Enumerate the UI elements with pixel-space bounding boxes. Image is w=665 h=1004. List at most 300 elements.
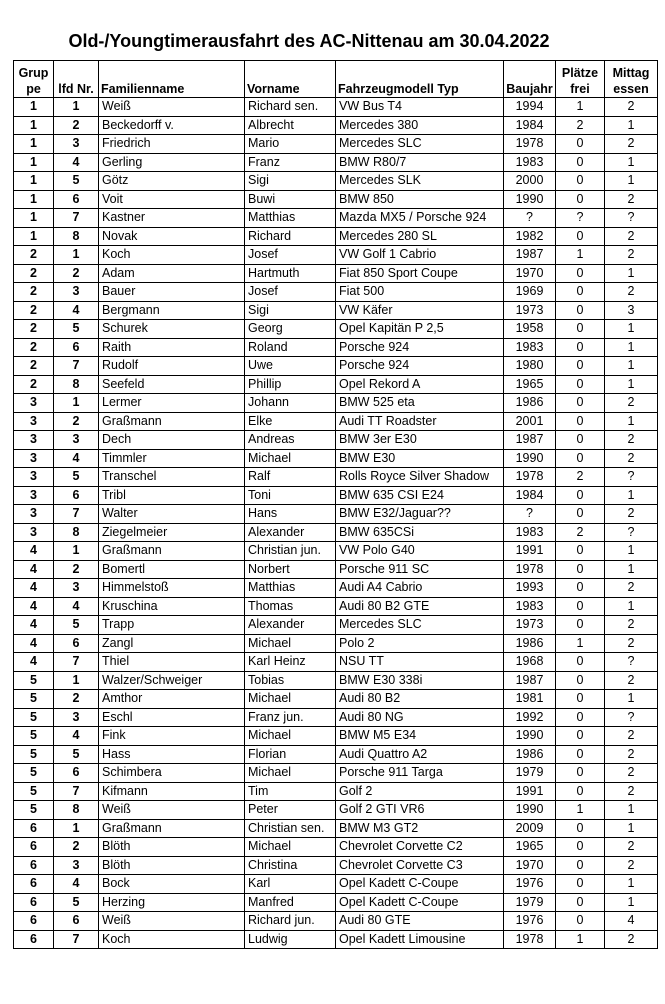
familienname-cell: Walzer/Schweiger bbox=[99, 671, 245, 690]
plaetze-frei-cell: 0 bbox=[556, 597, 605, 616]
gruppe-cell: 2 bbox=[14, 246, 54, 265]
gruppe-cell: 2 bbox=[14, 283, 54, 302]
familienname-cell: Lermer bbox=[99, 394, 245, 413]
familienname-cell: Kruschina bbox=[99, 597, 245, 616]
lfd-nr-cell: 3 bbox=[54, 579, 99, 598]
mittagessen-cell: 1 bbox=[605, 690, 658, 709]
plaetze-frei-cell: 0 bbox=[556, 838, 605, 857]
gruppe-cell: 3 bbox=[14, 486, 54, 505]
lfd-nr-cell: 3 bbox=[54, 856, 99, 875]
lfd-nr-cell: 4 bbox=[54, 727, 99, 746]
vorname-cell: Michael bbox=[245, 634, 336, 653]
baujahr-cell: 1991 bbox=[504, 542, 556, 561]
vorname-cell: Michael bbox=[245, 838, 336, 857]
baujahr-cell: 1973 bbox=[504, 616, 556, 635]
baujahr-cell: 1987 bbox=[504, 671, 556, 690]
plaetze-frei-cell: 0 bbox=[556, 819, 605, 838]
mittagessen-cell: 1 bbox=[605, 486, 658, 505]
plaetze-frei-cell: 1 bbox=[556, 246, 605, 265]
table-row bbox=[14, 375, 658, 394]
fahrzeugmodell-cell: Audi Quattro A2 bbox=[336, 745, 504, 764]
gruppe-cell: 2 bbox=[14, 264, 54, 283]
mittagessen-cell: 1 bbox=[605, 597, 658, 616]
gruppe-cell: 1 bbox=[14, 135, 54, 154]
familienname-cell: Koch bbox=[99, 246, 245, 265]
table-row bbox=[14, 357, 658, 376]
gruppe-cell: 3 bbox=[14, 412, 54, 431]
gruppe-cell: 3 bbox=[14, 505, 54, 524]
vorname-cell: Josef bbox=[245, 246, 336, 265]
table-row bbox=[14, 246, 658, 265]
familienname-cell: Transchel bbox=[99, 468, 245, 487]
gruppe-cell: 6 bbox=[14, 930, 54, 949]
table-row bbox=[14, 653, 658, 672]
fahrzeugmodell-cell: VW Bus T4 bbox=[336, 98, 504, 117]
plaetze-frei-cell: 0 bbox=[556, 338, 605, 357]
gruppe-cell: 1 bbox=[14, 98, 54, 117]
gruppe-cell: 5 bbox=[14, 727, 54, 746]
lfd-nr-cell: 6 bbox=[54, 634, 99, 653]
baujahr-cell: 1979 bbox=[504, 764, 556, 783]
familienname-cell: Amthor bbox=[99, 690, 245, 709]
plaetze-frei-cell: 0 bbox=[556, 357, 605, 376]
gruppe-cell: 4 bbox=[14, 560, 54, 579]
plaetze-frei-cell: 0 bbox=[556, 912, 605, 931]
baujahr-cell: 1965 bbox=[504, 838, 556, 857]
mittagessen-cell: 2 bbox=[605, 190, 658, 209]
table-row bbox=[14, 301, 658, 320]
plaetze-frei-cell: 0 bbox=[556, 764, 605, 783]
baujahr-cell: 1986 bbox=[504, 394, 556, 413]
table-row bbox=[14, 597, 658, 616]
vorname-cell: Josef bbox=[245, 283, 336, 302]
table-row bbox=[14, 671, 658, 690]
fahrzeugmodell-cell: Mercedes SLC bbox=[336, 616, 504, 635]
vorname-cell: Hans bbox=[245, 505, 336, 524]
vorname-cell: Richard jun. bbox=[245, 912, 336, 931]
fahrzeugmodell-cell: Fiat 850 Sport Coupe bbox=[336, 264, 504, 283]
lfd-nr-cell: 2 bbox=[54, 838, 99, 857]
header-plaetze-frei: Plätze frei bbox=[556, 61, 605, 98]
lfd-nr-cell: 6 bbox=[54, 912, 99, 931]
plaetze-frei-cell: 0 bbox=[556, 745, 605, 764]
fahrzeugmodell-cell: Opel Kadett C-Coupe bbox=[336, 893, 504, 912]
baujahr-cell: 1990 bbox=[504, 190, 556, 209]
table-row bbox=[14, 264, 658, 283]
plaetze-frei-cell: 0 bbox=[556, 301, 605, 320]
table-row bbox=[14, 930, 658, 949]
mittagessen-cell: 2 bbox=[605, 449, 658, 468]
fahrzeugmodell-cell: BMW 635 CSI E24 bbox=[336, 486, 504, 505]
fahrzeugmodell-cell: BMW E30 338i bbox=[336, 671, 504, 690]
vorname-cell: Christian sen. bbox=[245, 819, 336, 838]
lfd-nr-cell: 7 bbox=[54, 930, 99, 949]
table-body bbox=[14, 98, 658, 949]
mittagessen-cell: 1 bbox=[605, 893, 658, 912]
gruppe-cell: 2 bbox=[14, 320, 54, 339]
vorname-cell: Michael bbox=[245, 449, 336, 468]
mittagessen-cell: 2 bbox=[605, 431, 658, 450]
table-row bbox=[14, 875, 658, 894]
vorname-cell: Georg bbox=[245, 320, 336, 339]
table-row bbox=[14, 486, 658, 505]
lfd-nr-cell: 7 bbox=[54, 653, 99, 672]
mittagessen-cell: ? bbox=[605, 468, 658, 487]
vorname-cell: Richard sen. bbox=[245, 98, 336, 117]
gruppe-cell: 4 bbox=[14, 634, 54, 653]
familienname-cell: Schurek bbox=[99, 320, 245, 339]
table-row bbox=[14, 634, 658, 653]
familienname-cell: Schimbera bbox=[99, 764, 245, 783]
familienname-cell: Novak bbox=[99, 227, 245, 246]
gruppe-cell: 2 bbox=[14, 357, 54, 376]
baujahr-cell: 1983 bbox=[504, 523, 556, 542]
lfd-nr-cell: 8 bbox=[54, 375, 99, 394]
plaetze-frei-cell: 0 bbox=[556, 264, 605, 283]
header-lfd-nr: lfd Nr. bbox=[54, 61, 99, 98]
lfd-nr-cell: 5 bbox=[54, 616, 99, 635]
vorname-cell: Johann bbox=[245, 394, 336, 413]
gruppe-cell: 5 bbox=[14, 708, 54, 727]
plaetze-frei-cell: 0 bbox=[556, 449, 605, 468]
gruppe-cell: 2 bbox=[14, 338, 54, 357]
familienname-cell: Weiß bbox=[99, 912, 245, 931]
baujahr-cell: 1992 bbox=[504, 708, 556, 727]
table-row bbox=[14, 172, 658, 191]
mittagessen-cell: 1 bbox=[605, 320, 658, 339]
table-row bbox=[14, 431, 658, 450]
gruppe-cell: 5 bbox=[14, 801, 54, 820]
table-row bbox=[14, 338, 658, 357]
baujahr-cell: 1978 bbox=[504, 560, 556, 579]
familienname-cell: Graßmann bbox=[99, 412, 245, 431]
vorname-cell: Sigi bbox=[245, 172, 336, 191]
mittagessen-cell: 2 bbox=[605, 283, 658, 302]
lfd-nr-cell: 4 bbox=[54, 153, 99, 172]
mittagessen-cell: 2 bbox=[605, 727, 658, 746]
plaetze-frei-cell: 0 bbox=[556, 190, 605, 209]
baujahr-cell: 1994 bbox=[504, 98, 556, 117]
mittagessen-cell: 2 bbox=[605, 246, 658, 265]
familienname-cell: Trapp bbox=[99, 616, 245, 635]
baujahr-cell: 1978 bbox=[504, 930, 556, 949]
familienname-cell: Voit bbox=[99, 190, 245, 209]
vorname-cell: Thomas bbox=[245, 597, 336, 616]
plaetze-frei-cell: 0 bbox=[556, 412, 605, 431]
plaetze-frei-cell: 0 bbox=[556, 579, 605, 598]
mittagessen-cell: 3 bbox=[605, 301, 658, 320]
plaetze-frei-cell: 0 bbox=[556, 727, 605, 746]
table-row bbox=[14, 153, 658, 172]
plaetze-frei-cell: 1 bbox=[556, 634, 605, 653]
mittagessen-cell: 1 bbox=[605, 542, 658, 561]
plaetze-frei-cell: 0 bbox=[556, 690, 605, 709]
plaetze-frei-cell: 0 bbox=[556, 856, 605, 875]
table-row bbox=[14, 912, 658, 931]
lfd-nr-cell: 4 bbox=[54, 301, 99, 320]
baujahr-cell: 1968 bbox=[504, 653, 556, 672]
gruppe-cell: 4 bbox=[14, 616, 54, 635]
mittagessen-cell: 1 bbox=[605, 819, 658, 838]
table-row bbox=[14, 227, 658, 246]
lfd-nr-cell: 3 bbox=[54, 283, 99, 302]
table-row bbox=[14, 505, 658, 524]
familienname-cell: Hass bbox=[99, 745, 245, 764]
fahrzeugmodell-cell: Chevrolet Corvette C3 bbox=[336, 856, 504, 875]
gruppe-cell: 3 bbox=[14, 468, 54, 487]
participants-table bbox=[13, 60, 658, 949]
table-row bbox=[14, 135, 658, 154]
familienname-cell: Bergmann bbox=[99, 301, 245, 320]
familienname-cell: Graßmann bbox=[99, 819, 245, 838]
gruppe-cell: 5 bbox=[14, 782, 54, 801]
fahrzeugmodell-cell: Rolls Royce Silver Shadow bbox=[336, 468, 504, 487]
lfd-nr-cell: 6 bbox=[54, 486, 99, 505]
baujahr-cell: 1984 bbox=[504, 486, 556, 505]
baujahr-cell: 1984 bbox=[504, 116, 556, 135]
mittagessen-cell: 1 bbox=[605, 375, 658, 394]
page-title: Old-/Youngtimerausfahrt des AC-Nittenau am 30.04.2022 bbox=[68, 31, 550, 51]
table-row bbox=[14, 320, 658, 339]
gruppe-cell: 3 bbox=[14, 449, 54, 468]
gruppe-cell: 6 bbox=[14, 856, 54, 875]
vorname-cell: Ralf bbox=[245, 468, 336, 487]
lfd-nr-cell: 8 bbox=[54, 227, 99, 246]
vorname-cell: Uwe bbox=[245, 357, 336, 376]
mittagessen-cell: 1 bbox=[605, 560, 658, 579]
vorname-cell: Florian bbox=[245, 745, 336, 764]
baujahr-cell: 1983 bbox=[504, 153, 556, 172]
table-row bbox=[14, 616, 658, 635]
gruppe-cell: 6 bbox=[14, 893, 54, 912]
baujahr-cell: 2009 bbox=[504, 819, 556, 838]
mittagessen-cell: 2 bbox=[605, 838, 658, 857]
baujahr-cell: 1981 bbox=[504, 690, 556, 709]
vorname-cell: Michael bbox=[245, 764, 336, 783]
mittagessen-cell: 1 bbox=[605, 153, 658, 172]
table-row bbox=[14, 283, 658, 302]
vorname-cell: Alexander bbox=[245, 523, 336, 542]
fahrzeugmodell-cell: Audi 80 GTE bbox=[336, 912, 504, 931]
fahrzeugmodell-cell: Mercedes SLK bbox=[336, 172, 504, 191]
baujahr-cell: 1982 bbox=[504, 227, 556, 246]
lfd-nr-cell: 3 bbox=[54, 431, 99, 450]
gruppe-cell: 6 bbox=[14, 838, 54, 857]
baujahr-cell: 1969 bbox=[504, 283, 556, 302]
table-row bbox=[14, 116, 658, 135]
familienname-cell: Bock bbox=[99, 875, 245, 894]
table-row bbox=[14, 838, 658, 857]
fahrzeugmodell-cell: Audi 80 B2 bbox=[336, 690, 504, 709]
plaetze-frei-cell: 0 bbox=[556, 135, 605, 154]
vorname-cell: Ludwig bbox=[245, 930, 336, 949]
table-row bbox=[14, 412, 658, 431]
vorname-cell: Karl bbox=[245, 875, 336, 894]
table-row bbox=[14, 893, 658, 912]
familienname-cell: Walter bbox=[99, 505, 245, 524]
familienname-cell: Beckedorff v. bbox=[99, 116, 245, 135]
familienname-cell: Ziegelmeier bbox=[99, 523, 245, 542]
familienname-cell: Seefeld bbox=[99, 375, 245, 394]
fahrzeugmodell-cell: Mazda MX5 / Porsche 924 bbox=[336, 209, 504, 228]
table-row bbox=[14, 560, 658, 579]
fahrzeugmodell-cell: Opel Kadett Limousine bbox=[336, 930, 504, 949]
fahrzeugmodell-cell: Fiat 500 bbox=[336, 283, 504, 302]
table-row bbox=[14, 523, 658, 542]
lfd-nr-cell: 4 bbox=[54, 875, 99, 894]
familienname-cell: Kifmann bbox=[99, 782, 245, 801]
vorname-cell: Christian jun. bbox=[245, 542, 336, 561]
fahrzeugmodell-cell: Opel Kadett C-Coupe bbox=[336, 875, 504, 894]
gruppe-cell: 5 bbox=[14, 671, 54, 690]
vorname-cell: Matthias bbox=[245, 209, 336, 228]
mittagessen-cell: 2 bbox=[605, 579, 658, 598]
fahrzeugmodell-cell: Porsche 924 bbox=[336, 357, 504, 376]
gruppe-cell: 3 bbox=[14, 431, 54, 450]
lfd-nr-cell: 5 bbox=[54, 468, 99, 487]
gruppe-cell: 5 bbox=[14, 764, 54, 783]
plaetze-frei-cell: 2 bbox=[556, 523, 605, 542]
fahrzeugmodell-cell: Chevrolet Corvette C2 bbox=[336, 838, 504, 857]
plaetze-frei-cell: 0 bbox=[556, 505, 605, 524]
fahrzeugmodell-cell: Mercedes 280 SL bbox=[336, 227, 504, 246]
plaetze-frei-cell: 0 bbox=[556, 671, 605, 690]
mittagessen-cell: 2 bbox=[605, 616, 658, 635]
baujahr-cell: 1978 bbox=[504, 135, 556, 154]
gruppe-cell: 5 bbox=[14, 690, 54, 709]
plaetze-frei-cell: 0 bbox=[556, 782, 605, 801]
fahrzeugmodell-cell: Porsche 911 Targa bbox=[336, 764, 504, 783]
gruppe-cell: 1 bbox=[14, 190, 54, 209]
lfd-nr-cell: 6 bbox=[54, 190, 99, 209]
fahrzeugmodell-cell: Porsche 924 bbox=[336, 338, 504, 357]
baujahr-cell: 1987 bbox=[504, 431, 556, 450]
mittagessen-cell: 1 bbox=[605, 338, 658, 357]
mittagessen-cell: 2 bbox=[605, 930, 658, 949]
mittagessen-cell: 2 bbox=[605, 505, 658, 524]
mittagessen-cell: 1 bbox=[605, 412, 658, 431]
lfd-nr-cell: 4 bbox=[54, 597, 99, 616]
fahrzeugmodell-cell: Porsche 911 SC bbox=[336, 560, 504, 579]
baujahr-cell: 1979 bbox=[504, 893, 556, 912]
baujahr-cell: 1965 bbox=[504, 375, 556, 394]
header-vorname: Vorname bbox=[245, 61, 336, 98]
baujahr-cell: 1993 bbox=[504, 579, 556, 598]
baujahr-cell: 1990 bbox=[504, 449, 556, 468]
plaetze-frei-cell: 1 bbox=[556, 801, 605, 820]
table-row bbox=[14, 745, 658, 764]
vorname-cell: Roland bbox=[245, 338, 336, 357]
plaetze-frei-cell: 0 bbox=[556, 172, 605, 191]
plaetze-frei-cell: 2 bbox=[556, 468, 605, 487]
familienname-cell: Thiel bbox=[99, 653, 245, 672]
gruppe-cell: 6 bbox=[14, 912, 54, 931]
vorname-cell: Toni bbox=[245, 486, 336, 505]
lfd-nr-cell: 1 bbox=[54, 394, 99, 413]
fahrzeugmodell-cell: BMW M3 GT2 bbox=[336, 819, 504, 838]
header-gruppe: Grup pe bbox=[14, 61, 54, 98]
fahrzeugmodell-cell: Audi 80 NG bbox=[336, 708, 504, 727]
plaetze-frei-cell: ? bbox=[556, 209, 605, 228]
mittagessen-cell: ? bbox=[605, 708, 658, 727]
table-row bbox=[14, 708, 658, 727]
lfd-nr-cell: 8 bbox=[54, 801, 99, 820]
gruppe-cell: 4 bbox=[14, 542, 54, 561]
familienname-cell: Tribl bbox=[99, 486, 245, 505]
table-row bbox=[14, 782, 658, 801]
lfd-nr-cell: 2 bbox=[54, 560, 99, 579]
familienname-cell: Koch bbox=[99, 930, 245, 949]
vorname-cell: Alexander bbox=[245, 616, 336, 635]
table-row bbox=[14, 449, 658, 468]
plaetze-frei-cell: 0 bbox=[556, 227, 605, 246]
baujahr-cell: 1983 bbox=[504, 597, 556, 616]
lfd-nr-cell: 7 bbox=[54, 505, 99, 524]
fahrzeugmodell-cell: Polo 2 bbox=[336, 634, 504, 653]
vorname-cell: Michael bbox=[245, 690, 336, 709]
gruppe-cell: 4 bbox=[14, 597, 54, 616]
mittagessen-cell: 2 bbox=[605, 782, 658, 801]
vorname-cell: Tim bbox=[245, 782, 336, 801]
gruppe-cell: 5 bbox=[14, 745, 54, 764]
lfd-nr-cell: 6 bbox=[54, 338, 99, 357]
vorname-cell: Franz jun. bbox=[245, 708, 336, 727]
gruppe-cell: 3 bbox=[14, 394, 54, 413]
vorname-cell: Christina bbox=[245, 856, 336, 875]
vorname-cell: Sigi bbox=[245, 301, 336, 320]
vorname-cell: Albrecht bbox=[245, 116, 336, 135]
vorname-cell: Karl Heinz bbox=[245, 653, 336, 672]
lfd-nr-cell: 4 bbox=[54, 449, 99, 468]
table-row bbox=[14, 542, 658, 561]
vorname-cell: Tobias bbox=[245, 671, 336, 690]
plaetze-frei-cell: 1 bbox=[556, 98, 605, 117]
baujahr-cell: 1983 bbox=[504, 338, 556, 357]
fahrzeugmodell-cell: BMW 635CSi bbox=[336, 523, 504, 542]
baujahr-cell: 1978 bbox=[504, 468, 556, 487]
mittagessen-cell: ? bbox=[605, 523, 658, 542]
table-row bbox=[14, 801, 658, 820]
gruppe-cell: 4 bbox=[14, 653, 54, 672]
table-row bbox=[14, 190, 658, 209]
baujahr-cell: 1970 bbox=[504, 856, 556, 875]
vorname-cell: Franz bbox=[245, 153, 336, 172]
table-row bbox=[14, 690, 658, 709]
plaetze-frei-cell: 1 bbox=[556, 930, 605, 949]
plaetze-frei-cell: 0 bbox=[556, 542, 605, 561]
table-header bbox=[14, 61, 658, 98]
vorname-cell: Michael bbox=[245, 727, 336, 746]
fahrzeugmodell-cell: BMW E30 bbox=[336, 449, 504, 468]
fahrzeugmodell-cell: NSU TT bbox=[336, 653, 504, 672]
lfd-nr-cell: 1 bbox=[54, 246, 99, 265]
mittagessen-cell: 2 bbox=[605, 634, 658, 653]
lfd-nr-cell: 5 bbox=[54, 172, 99, 191]
baujahr-cell: ? bbox=[504, 505, 556, 524]
fahrzeugmodell-cell: Audi A4 Cabrio bbox=[336, 579, 504, 598]
familienname-cell: Dech bbox=[99, 431, 245, 450]
familienname-cell: Adam bbox=[99, 264, 245, 283]
familienname-cell: Blöth bbox=[99, 856, 245, 875]
lfd-nr-cell: 1 bbox=[54, 671, 99, 690]
familienname-cell: Raith bbox=[99, 338, 245, 357]
fahrzeugmodell-cell: Audi TT Roadster bbox=[336, 412, 504, 431]
lfd-nr-cell: 2 bbox=[54, 264, 99, 283]
gruppe-cell: 4 bbox=[14, 579, 54, 598]
table-row bbox=[14, 394, 658, 413]
fahrzeugmodell-cell: Audi 80 B2 GTE bbox=[336, 597, 504, 616]
header-familienname: Familienname bbox=[99, 61, 245, 98]
